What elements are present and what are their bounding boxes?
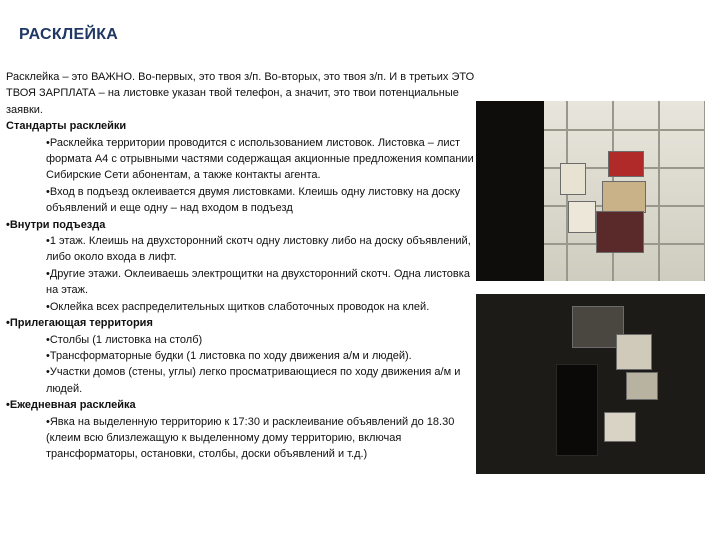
- poster: [626, 372, 658, 400]
- daily-item: •Явка на выделенную территорию к 17:30 и расклеивание объявлений до 18.30 (клеим всю близлежащую к выделенному дому территорию, включая трансформаторы, остановки, столбы, доски объявлений и т.д.): [46, 415, 455, 461]
- poster: [560, 163, 586, 195]
- poster: [608, 151, 644, 177]
- standards-item: •Вход в подъезд оклеивается двумя листовками. Клеишь одну листовку на доску объявлений и еще одну – над входом в подъезд: [46, 185, 461, 215]
- daily-heading: •Ежедневная расклейка: [6, 399, 136, 412]
- inside-item: •Оклейка всех распределительных щитков слаботочных проводок на клей.: [46, 300, 430, 313]
- inside-item: •Другие этажи. Оклеиваешь электрощитки на двухсторонний скотч. Одна листовка на этаж.: [46, 267, 470, 297]
- poster: [568, 201, 596, 233]
- poster: [556, 364, 598, 456]
- doorway-shadow: [476, 101, 544, 281]
- poster: [604, 412, 636, 442]
- standards-heading: Стандарты расклейки: [6, 120, 127, 133]
- poster: [616, 334, 652, 370]
- territory-item: •Участки домов (стены, углы) легко просматривающиеся по ходу движения а/м и людей.: [46, 366, 461, 395]
- standards-item: •Расклейка территории проводится с использованием листовок. Листовка – лист формата А4 с отрывными частями содержащая акционные предложения компании Сибирские Сети абонентам, а также контакты агента.: [46, 136, 474, 182]
- body-text: [6, 69, 476, 463]
- poster: [602, 181, 646, 213]
- territory-heading: •Прилегающая территория: [6, 317, 153, 330]
- territory-item: •Трансформаторные будки (1 листовка по ходу движения а/м и людей).: [46, 349, 412, 362]
- photo-entrance-wall: [476, 101, 705, 281]
- intro-text: – это ВАЖНО. Во-первых, это твоя з/п. Во-вторых, это твоя з/п. И в третьих ЭТО ТВОЯ ЗАРПЛАТА – на листовке указан твой телефон, а значит, это твои потенциальные заявки.: [6, 71, 475, 116]
- photo-stairwell: [476, 294, 705, 474]
- slide-title: РАСКЛЕЙКА: [19, 26, 119, 43]
- poster: [596, 211, 644, 253]
- territory-item: •Столбы (1 листовка на столб): [46, 333, 203, 346]
- intro-paragraph: [6, 69, 476, 118]
- inside-item: •1 этаж. Клеишь на двухсторонний скотч одну листовку либо на доску объявлений, либо около входа в лифт.: [46, 235, 471, 264]
- inside-heading: •Внутри подъезда: [6, 218, 106, 231]
- intro-term: Расклейка: [6, 71, 60, 83]
